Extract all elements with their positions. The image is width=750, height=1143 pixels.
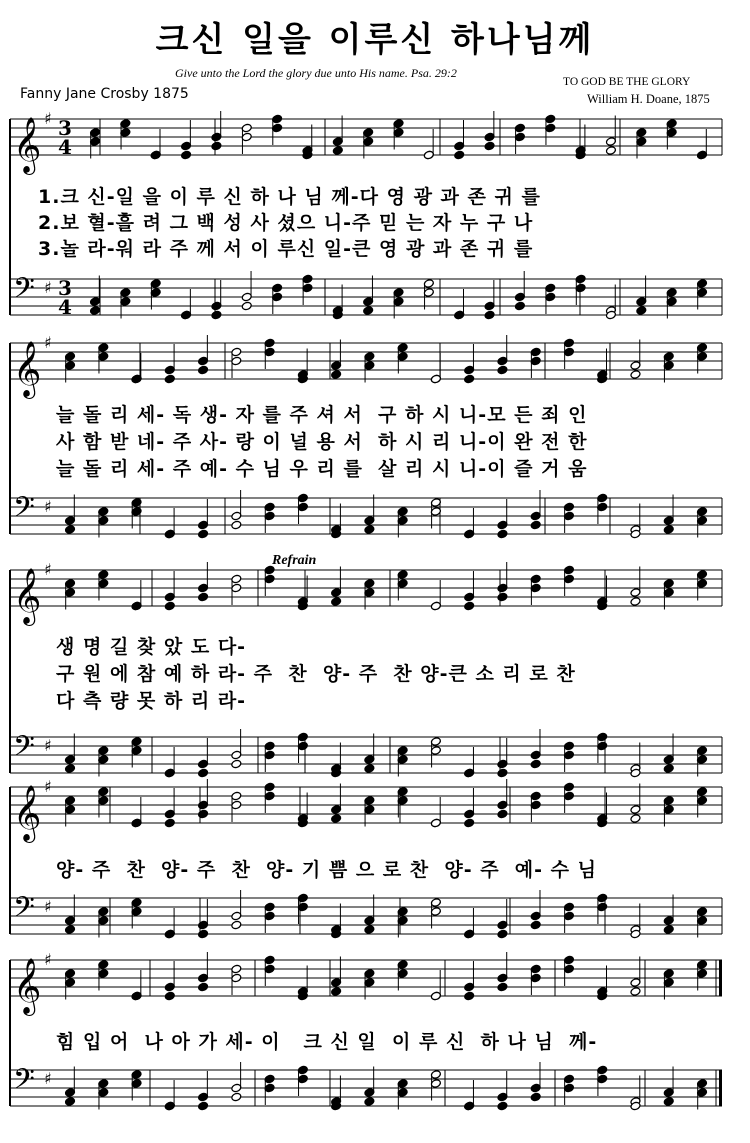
note-head [464,374,475,384]
note-head [65,925,76,935]
note-head [636,306,647,316]
note-head [65,1097,76,1107]
system-2-treble-staff [0,335,750,395]
verse-1-line-3: 생 명 길 찾 았 도 다- [56,636,247,658]
sharp-icon: ♯ [44,777,52,796]
note-head [211,310,222,320]
note-head [231,759,242,769]
note-head [331,370,342,380]
note-head [663,764,674,774]
bass-clef-icon: 𝄢 [13,1063,35,1103]
verse-1-line-2: 늘 돌 리 세- 독 생- 자 를 주 셔 서 구 하 시 니-모 든 죄 인 [56,404,588,426]
note-head [630,597,641,607]
note-head [530,1092,541,1102]
sharp-icon: ♯ [44,333,52,352]
system-brace [9,119,11,315]
treble-clef-icon: 𝄞 [13,568,42,624]
time-signature-denominator: 4 [58,135,72,160]
note-head [497,982,508,992]
sharp-icon: ♯ [44,897,52,916]
verse-2-line-1: 2.보 혈-흘 려 그 백 성 사 셨으 니-주 믿 는 자 누 구 나 [38,212,534,234]
system-5-treble-staff [0,952,750,1012]
verse-3-line-2: 늘 돌 리 세- 주 예- 수 님 우 리 를 살 리 시 니-이 즐 거 움 [56,458,588,480]
note-head [198,592,209,602]
note-head [164,818,175,828]
note-head [630,370,641,380]
system-brace [9,570,11,773]
note-head [530,920,541,930]
note-head [198,982,209,992]
system-brace [9,960,11,1106]
system-1-treble-staff [0,111,750,171]
note-head [454,150,465,160]
treble-clef-icon: 𝄞 [13,117,42,173]
sharp-icon: ♯ [44,950,52,969]
note-head [90,306,101,316]
treble-clef-icon: 𝄞 [13,785,42,841]
note-head [65,764,76,774]
composer-credit: William H. Doane, 1875 [587,92,710,106]
sharp-icon: ♯ [44,497,52,516]
time-signature-denominator: 4 [58,295,72,320]
note-head [181,150,192,160]
note-head [364,1097,375,1107]
note-head [464,818,475,828]
note-head [497,1101,508,1111]
bass-clef-icon: 𝄢 [13,891,35,931]
note-head [497,929,508,939]
note-head [497,365,508,375]
time-signature-numerator: 3 [58,116,72,141]
note-head [497,809,508,819]
note-head [530,520,541,530]
note-head [164,991,175,1001]
bass-clef-icon: 𝄢 [13,491,35,531]
note-head [464,601,475,611]
note-head [663,925,674,935]
treble-clef-icon: 𝄞 [13,958,42,1014]
note-head [363,306,374,316]
system-5-bass-staff [0,1062,750,1122]
bass-clef-icon: 𝄢 [13,730,35,770]
note-head [464,991,475,1001]
verse-1-line-1: 1.크 신-일 을 이 루 신 하 나 님 께-다 영 광 과 존 귀 를 [38,186,541,208]
verse-3-line-1: 3.놀 라-워 라 주 께 서 이 루신 일-큰 영 광 과 존 귀 를 [38,238,534,260]
note-head [231,1092,242,1102]
note-head [630,987,641,997]
note-head [198,929,209,939]
sharp-icon: ♯ [44,1069,52,1088]
system-4-treble-staff [0,779,750,839]
system-brace [9,787,11,934]
lyricist-credit: Fanny Jane Crosby 1875 [20,86,189,102]
note-head [663,525,674,535]
note-head [231,920,242,930]
scripture-epigraph: Give unto the Lord the glory due unto His name. Psa. 29:2 [175,66,457,80]
verse-3-line-3: 다 측 량 못 하 리 라- [56,690,247,712]
note-head [605,146,616,156]
note-head [211,141,222,151]
note-head [497,768,508,778]
note-head [198,809,209,819]
note-head [65,525,76,535]
note-head [198,1101,209,1111]
note-head [484,141,495,151]
time-signature-numerator: 3 [58,276,72,301]
tune-name: TO GOD BE THE GLORY [563,76,691,88]
note-head [530,759,541,769]
note-head [332,146,343,156]
hymn-title: 크신 일을 이루신 하나님께 [155,20,595,60]
note-head [231,520,242,530]
note-head [364,925,375,935]
note-head [514,301,525,311]
note-head [364,525,375,535]
note-head [497,592,508,602]
sharp-icon: ♯ [44,278,52,297]
note-head [497,529,508,539]
note-head [198,529,209,539]
refrain-line-2: 양- 주 찬 양- 주 찬 양- 기 쁨 으 로 찬 양- 주 예- 수 님 [56,859,597,881]
refrain-label: Refrain [272,553,317,568]
system-4-bass-staff [0,890,750,950]
system-3-treble-staff [0,562,750,622]
refrain-line-1: 구 원 에 참 예 하 라- 주 찬 양- 주 찬 양-큰 소 리 로 찬 [56,663,576,685]
bass-clef-icon: 𝄢 [13,272,35,312]
system-1-bass-staff [0,271,750,331]
sharp-icon: ♯ [44,736,52,755]
note-head [164,601,175,611]
sharp-icon: ♯ [44,109,52,128]
note-head [331,987,342,997]
note-head [630,814,641,824]
treble-clef-icon: 𝄞 [13,341,42,397]
note-head [241,301,252,311]
system-2-bass-staff [0,490,750,550]
note-head [484,310,495,320]
system-brace [9,343,11,534]
sharp-icon: ♯ [44,560,52,579]
refrain-line-3: 힘 입 어 나 아 가 세- 이 크 신 일 이 루 신 하 나 님 께- [56,1031,598,1053]
note-head [164,374,175,384]
verse-2-line-2: 사 함 받 네- 주 사- 랑 이 널 용 서 하 시 리 니-이 완 전 한 [56,431,588,453]
note-head [198,768,209,778]
note-head [331,814,342,824]
note-head [198,365,209,375]
note-head [663,1097,674,1107]
note-head [364,764,375,774]
note-head [331,597,342,607]
